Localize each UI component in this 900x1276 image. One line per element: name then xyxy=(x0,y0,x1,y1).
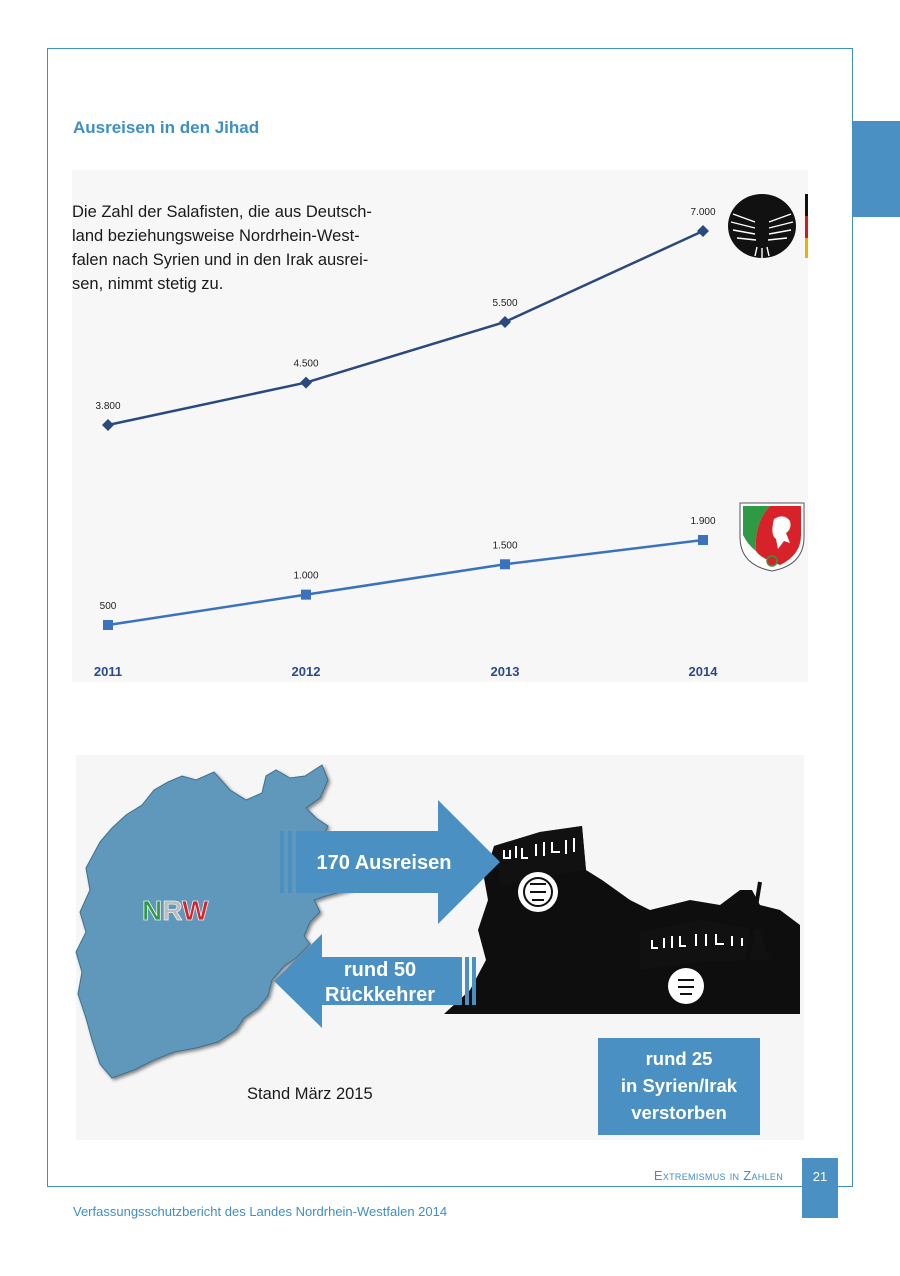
footer-section-text: Extremismus in Zahlen xyxy=(653,1168,783,1183)
data-label: 1.500 xyxy=(492,540,518,552)
verstorben-line: verstorben xyxy=(631,1102,727,1123)
stand-date: Stand März 2015 xyxy=(247,1085,373,1103)
intro-line: land beziehungsweise Nordrhein-West- xyxy=(72,227,360,245)
arrow-rueckkehrer-line2: Rückkehrer xyxy=(324,984,436,1006)
nrw-letter-n: N xyxy=(142,895,163,926)
x-tick-label: 2014 xyxy=(688,664,718,679)
x-tick-label: 2013 xyxy=(490,664,520,679)
arrow-ausreisen-label: 170 Ausreisen xyxy=(316,852,452,874)
verstorben-line: rund 25 xyxy=(645,1048,713,1069)
page-title: Ausreisen in den Jihad xyxy=(73,118,260,137)
x-tick-label: 2011 xyxy=(93,664,123,679)
verstorben-box xyxy=(598,1038,760,1135)
data-label: 1.900 xyxy=(690,516,716,527)
intro-line: falen nach Syrien und in den Irak ausrei- xyxy=(72,251,369,269)
nrw-letter-w: W xyxy=(181,895,209,926)
arrow-rueckkehrer-line1: rund 50 xyxy=(343,959,417,981)
data-label: 1.000 xyxy=(293,570,319,582)
nrw-label xyxy=(142,895,209,926)
x-tick-label: 2012 xyxy=(291,664,321,679)
black-flags-icon xyxy=(444,826,800,1014)
verstorben-line: in Syrien/Irak xyxy=(620,1075,738,1096)
page-number: 21 xyxy=(802,1158,838,1218)
data-label: 3.800 xyxy=(95,401,121,412)
data-label: 7.000 xyxy=(690,207,716,218)
data-label: 500 xyxy=(99,601,117,612)
footer-section-title xyxy=(654,1168,783,1183)
data-label: 4.500 xyxy=(293,358,319,370)
nrw-map-icon xyxy=(76,765,368,1078)
intro-line: Die Zahl der Salafisten, die aus Deutsch- xyxy=(72,203,372,221)
data-label: 5.500 xyxy=(492,297,518,309)
nrw-letter-r: R xyxy=(162,895,182,926)
intro-line: sen, nimmt stetig zu. xyxy=(72,275,224,293)
footer-publication: Verfassungsschutzbericht des Landes Nordrhein-Westfalen 2014 xyxy=(73,1204,448,1219)
